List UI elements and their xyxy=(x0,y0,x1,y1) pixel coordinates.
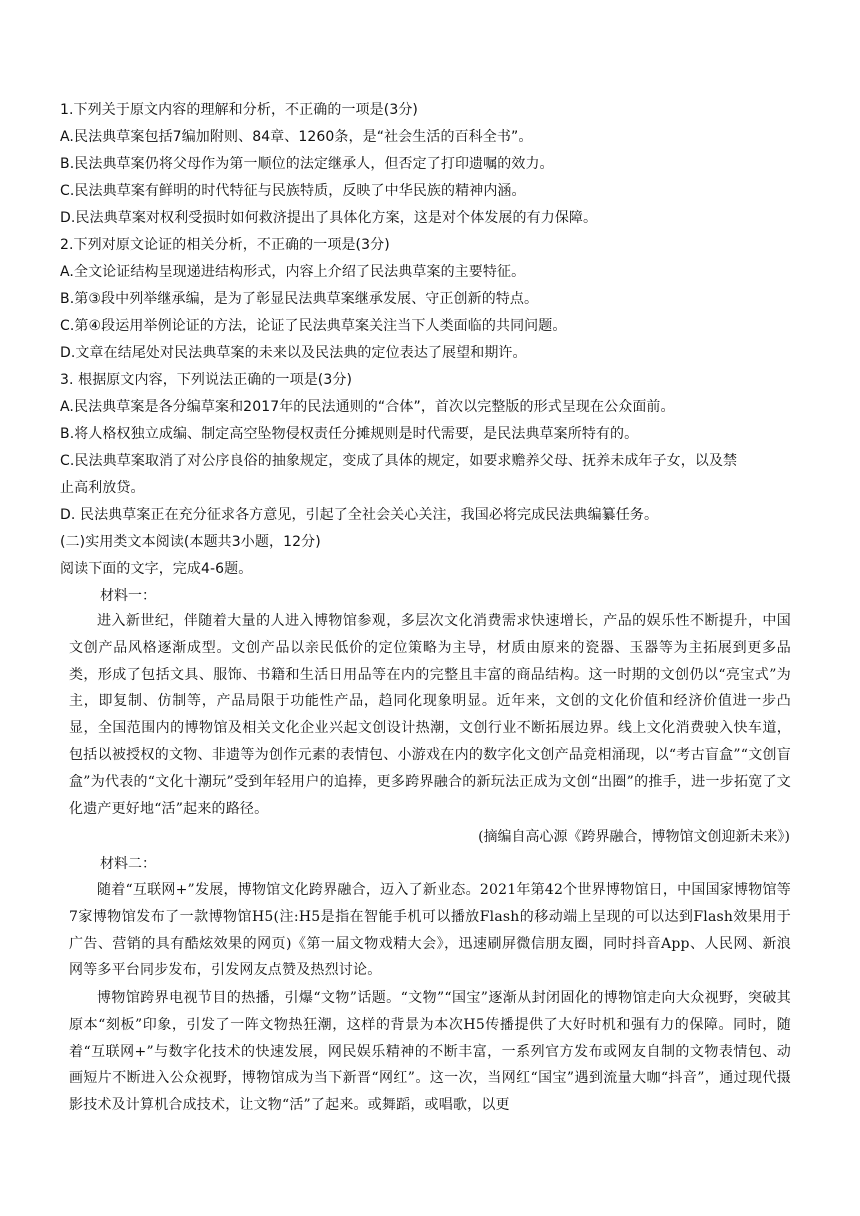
question-1-option-c: C.民法典草案有鲜明的时代特征与民族特质，反映了中华民族的精神内涵。 xyxy=(60,183,526,199)
material-2-para-2: 博物馆跨界电视节目的热播，引爆“文物”话题。“文物”“国宝”逐渐从封闭固化的博物馆走向大众视野，突破其原本“刻板”印象，引发了一阵文物热狂潮，这样的背景为本次H5传播提供了大好时机和强有力的保障。同时，随着“互联网+”与数字化技术的快速发展，网民娱乐精神的不断丰富，一系列官方发布或网友自制的文物表情包、动画短片不断进入公众视野，博物馆成为当下新晋“网红”。这一次，当网红“国宝”遇到流量大咖“抖音”，通过现代摄影技术及计算机合成技术，让文物“活”了起来。或舞蹈，或唱歌，以更 xyxy=(69,990,791,1114)
material-2-para-1: 随着“互联网+”发展，博物馆文化跨界融合，迈入了新业态。2021年第42个世界博物馆日，中国国家博物馆等7家博物馆发布了一款博物馆H5(注:H5是指在智能手机可以播放Flash的移动端上呈现的可以达到Flash效果用于广告、营销的具有酷炫效果的网页)《第一届文物戏精大会》，迅速刷屏微信朋友圈，同时抖音App、人民网、新浪网等多平台同步发布，引发网友点赞及热烈讨论。 xyxy=(69,882,791,979)
question-3-option-c-cont: 止高利放贷。 xyxy=(60,480,145,496)
section-heading: (二)实用类文本阅读(本题共3小题，12分) xyxy=(60,534,321,550)
question-2-option-d: D.文章在结尾处对民法典草案的未来以及民法典的定位表达了展望和期许。 xyxy=(60,345,527,361)
material-1-text: 进入新世纪，伴随着大量的人进入博物馆参观，多层次文化消费需求快速增长，产品的娱乐性不断提升，中国文创产品风格逐渐成型。文创产品以亲民低价的定位策略为主导，材质由原来的瓷器、玉器等为主拓展到更多品类，形成了包括文具、服饰、书籍和生活日用品等在内的完整且丰富的商品结构。这一时期的文创仍以“亮宝式”为主，即复制、仿制等，产品局限于功能性产品，趋同化现象明显。近年来，文创的文化价值和经济价值进一步凸显，全国范围内的博物馆及相关文化企业兴起文创设计热潮，文创行业不断拓展边界。线上文化消费驶入快车道，包括以被授权的文物、非遗等为创作元素的表情包、小游戏在内的数字化文创产品竞相涌现，以“考古盲盒”“文创盲盒”为代表的“文化十潮玩”受到年轻用户的追捧，更多跨界融合的新玩法正成为文创“出圈”的推手，进一步拓宽了文化遗产更好地“活”起来的路径。 xyxy=(69,613,791,817)
question-2-option-c: C.第④段运用举例论证的方法，论证了民法典草案关注当下人类面临的共同问题。 xyxy=(60,318,567,334)
material-1-label: 材料一： xyxy=(100,588,156,604)
question-3-option-d: D. 民法典草案正在充分征求各方意见，引起了全社会关心关注，我国必将完成民法典编纂任务。 xyxy=(60,507,659,523)
question-2-stem: 2.下列对原文论证的相关分析，不正确的一项是(3分) xyxy=(60,237,390,253)
question-2-option-b: B.第③段中列举继承编，是为了彰显民法典草案继承发展、守正创新的特点。 xyxy=(60,291,539,307)
material-1-source: (摘编自高心源《跨界融合，博物馆文创迎新未来》) xyxy=(478,829,790,845)
question-3-stem: 3. 根据原文内容，下列说法正确的一项是(3分) xyxy=(60,372,353,388)
material-2-label: 材料二： xyxy=(100,856,156,872)
question-3-option-c: C.民法典草案取消了对公序良俗的抽象规定，变成了具体的规定，如要求赡养父母、抚养未成年子女，以及禁 xyxy=(60,453,738,469)
question-3-option-a: A.民法典草案是各分编草案和2017年的民法通则的“合体”，首次以完整版的形式呈现在公众面前。 xyxy=(60,399,675,415)
question-1-stem: 1.下列关于原文内容的理解和分析，不正确的一项是(3分) xyxy=(60,102,418,118)
question-1-option-a: A.民法典草案包括7编加附则、84章、1260条，是“社会生活的百科全书”。 xyxy=(60,129,533,145)
section-instruction: 阅读下面的文字，完成4-6题。 xyxy=(60,561,253,577)
question-2-option-a: A.全文论证结构呈现递进结构形式，内容上介绍了民法典草案的主要特征。 xyxy=(60,264,526,280)
question-3-option-b: B.将人格权独立成编、制定高空坠物侵权责任分摊规则是时代需要，是民法典草案所特有的。 xyxy=(60,426,639,442)
question-1-option-d: D.民法典草案对权利受损时如何救济提出了具体化方案，这是对个体发展的有力保障。 xyxy=(60,210,598,226)
question-1-option-b: B.民法典草案仍将父母作为第一顺位的法定继承人，但否定了打印遗嘱的效力。 xyxy=(60,156,554,172)
